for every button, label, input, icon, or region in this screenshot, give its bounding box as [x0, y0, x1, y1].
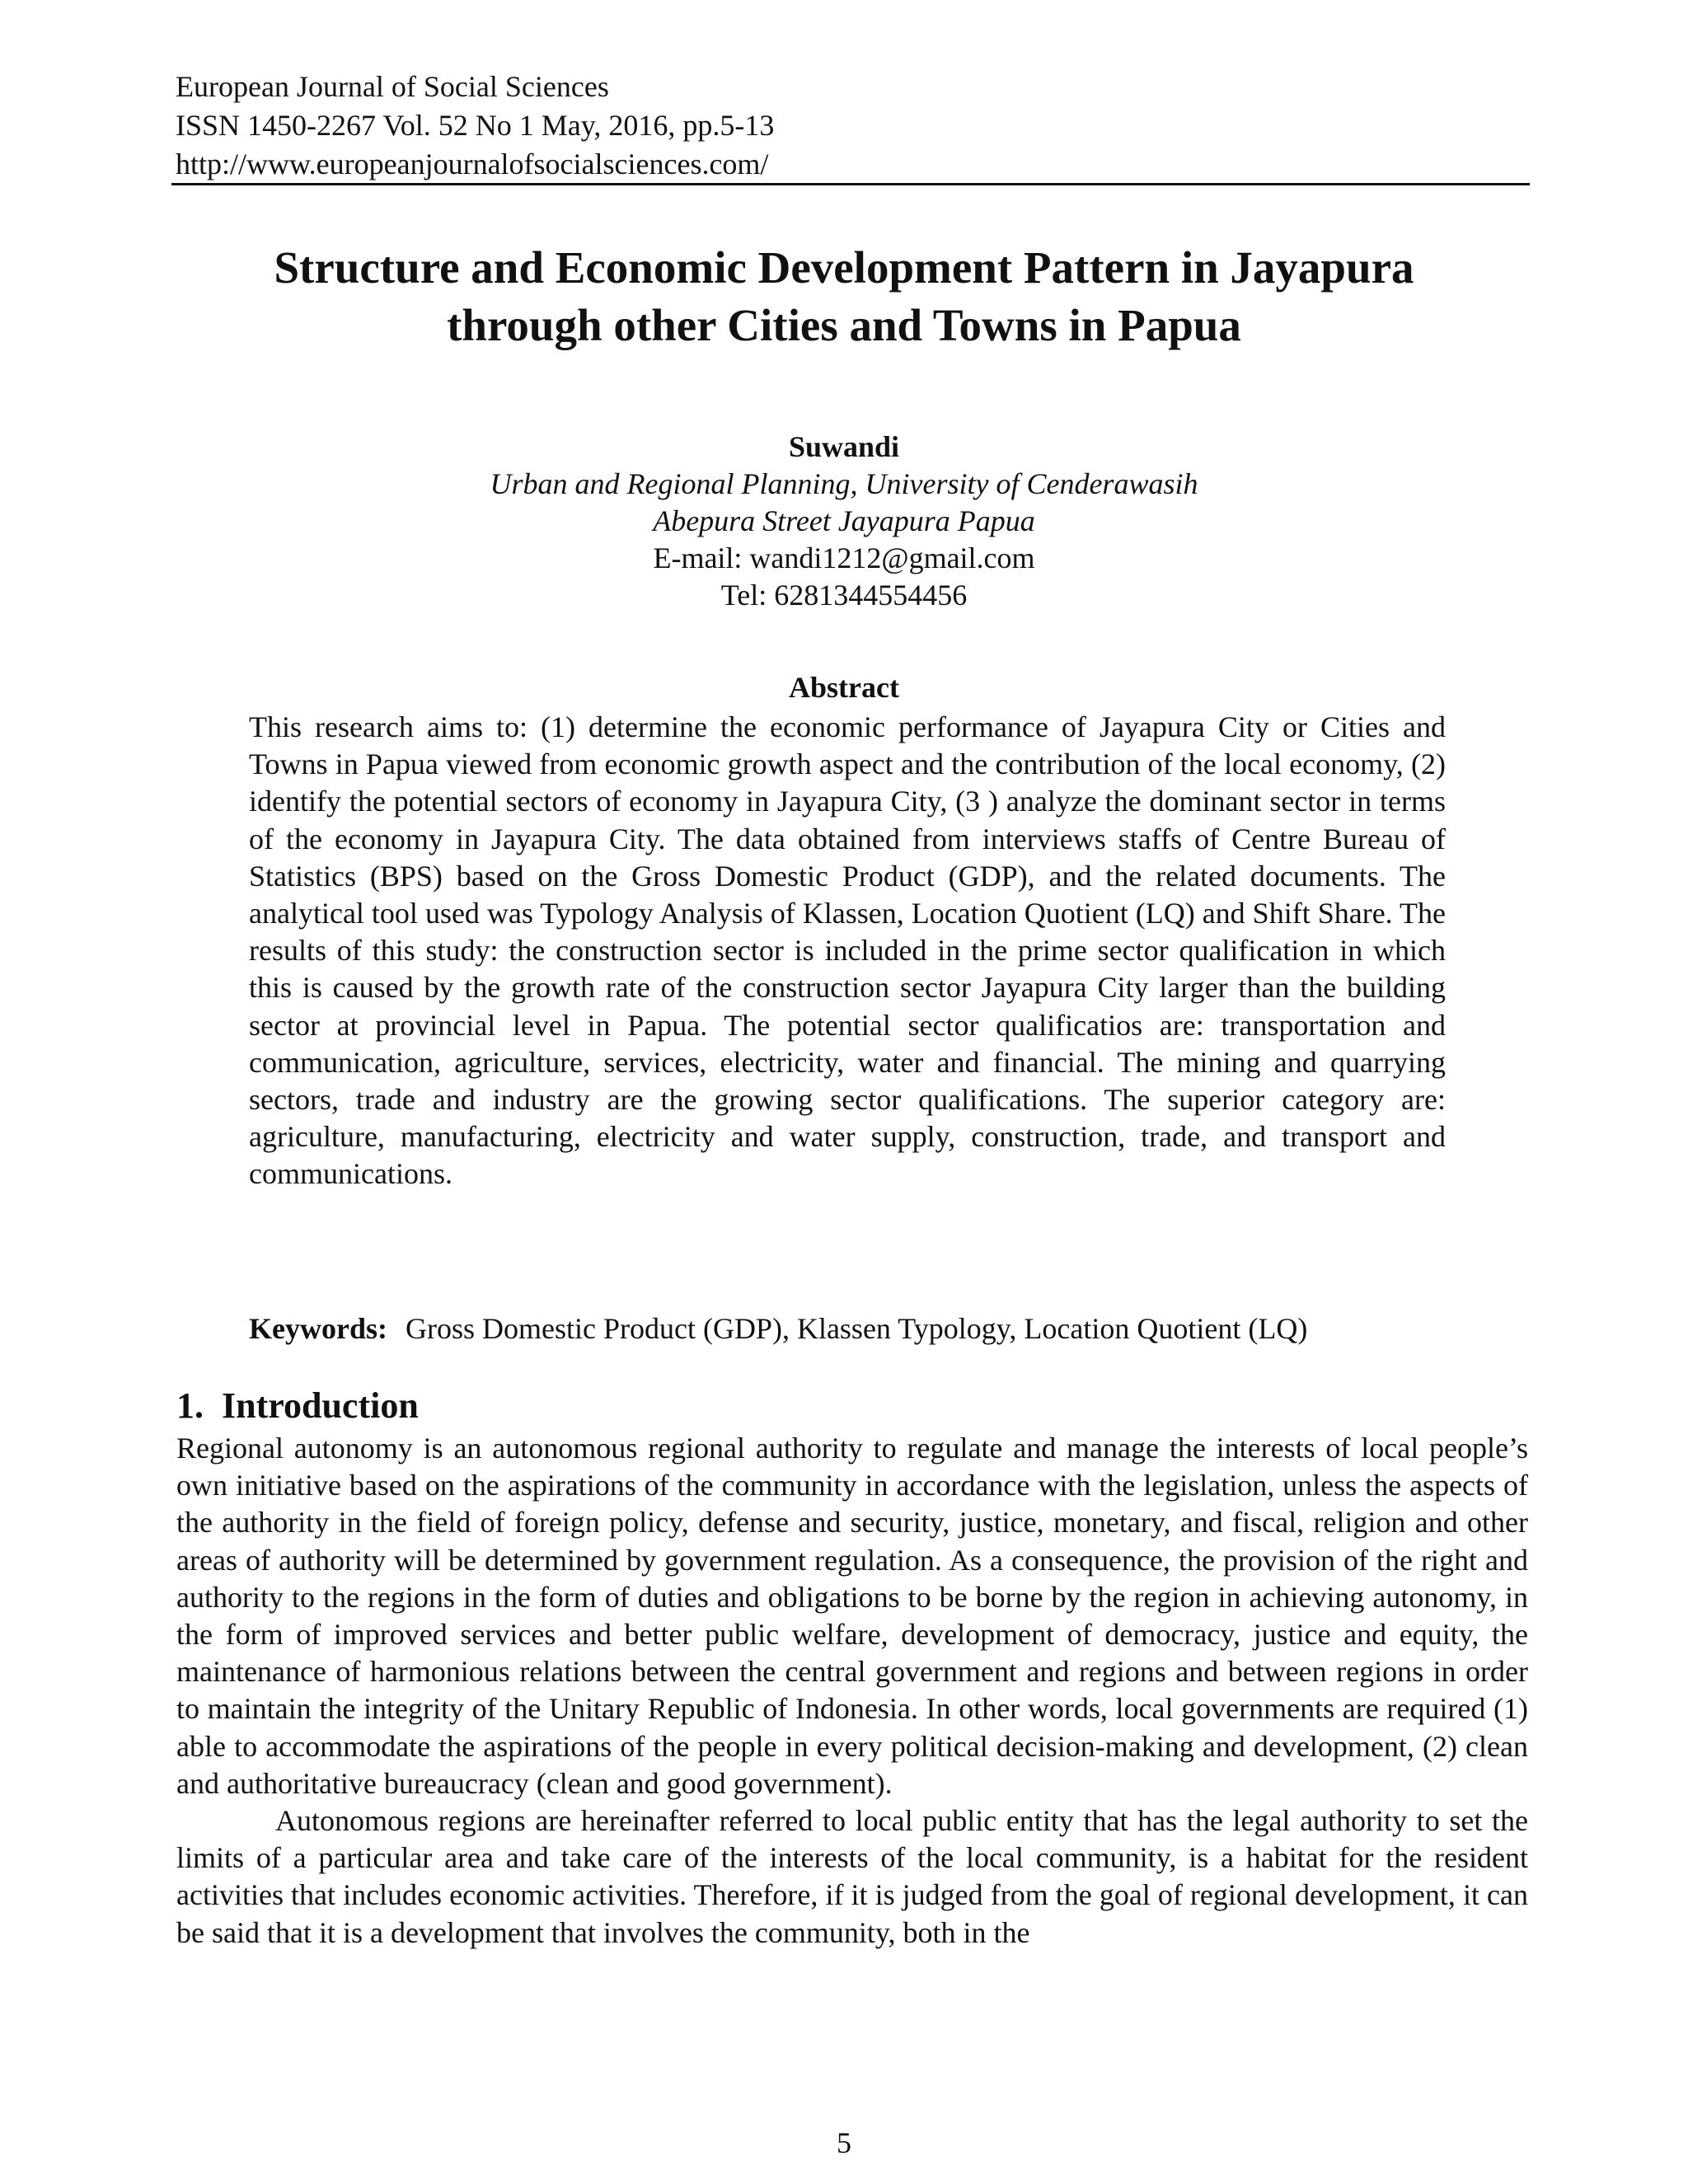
keywords-text: Gross Domestic Product (GDP), Klassen Typology, Location Quotient (LQ) — [405, 1312, 1308, 1345]
header-divider — [171, 183, 1530, 185]
introduction-paragraph-2: Autonomous regions are hereinafter referred to local public entity that has the legal authority to set the limits of a particular area and take care of the interests of the local community, is a habitat for the resident activities that includes economic activities. Therefore, if it is judged from the goal of regional development, it can be said that it is a development that involves the community, both in the — [176, 1804, 1528, 1949]
journal-name: European Journal of Social Sciences — [176, 70, 609, 103]
keywords — [249, 1310, 1485, 1347]
author-tel: Tel: 6281344554456 — [720, 579, 968, 612]
introduction-body — [176, 1430, 1528, 1952]
section-heading-introduction — [176, 1385, 419, 1427]
author-block — [165, 429, 1523, 614]
section-number: 1. — [176, 1385, 204, 1426]
title-line-1: Structure and Economic Development Pattern in Jayapura — [274, 242, 1414, 293]
abstract-heading: Abstract — [789, 671, 899, 704]
introduction-paragraph-1: Regional autonomy is an autonomous regional authority to regulate and manage the interests of local people’s own initiative based on the aspirations of the community in accordance with the legislation, unless the aspects of the authority in the field of foreign policy, defense and security, justice, monetary, and fiscal, religion and other areas of authority will be determined by government regulation. As a consequence, the provision of the right and authority to the regions in the form of duties and obligations to be borne by the region in achieving autonomy, in the form of improved services and better public welfare, development of democracy, justice and equity, the maintenance of harmonious relations between the central government and regions and between regions in order to maintain the integrity of the Unitary Republic of Indonesia. In other words, local governments are required (1) able to accommodate the aspirations of the people in every political decision-making and development, (2) clean and authoritative bureaucracy (clean and good government). — [176, 1432, 1528, 1800]
paper-title — [165, 239, 1523, 354]
abstract-text: This research aims to: (1) determine the economic performance of Jayapura City or Cities and Towns in Papua viewed from economic growth aspect and the contribution of the local economy, (2) identify the potential sectors of economy in Jayapura City, (3 ) analyze the dominant sector in terms of the economy in Jayapura City. The data obtained from interviews staffs of Centre Bureau of Statistics (BPS) based on the Gross Domestic Product (GDP), and the related documents. The analytical tool used was Typology Analysis of Klassen, Location Quotient (LQ) and Shift Share. The results of this study: the construction sector is included in the prime sector qualification in which this is caused by the growth rate of the construction sector Jayapura City larger than the building sector at provincial level in Papua. The potential sector qualificatios are: transportation and communication, agriculture, services, electricity, water and financial. The mining and quarrying sectors, trade and industry are the growing sector qualifications. The superior category are: agriculture, manufacturing, electricity and water supply, construction, trade, and transport and communications. — [249, 710, 1446, 1191]
keywords-label: Keywords: — [249, 1312, 387, 1345]
section-title: Introduction — [222, 1385, 419, 1426]
author-address: Abepura Street Jayapura Papua — [653, 504, 1035, 537]
journal-issue: ISSN 1450-2267 Vol. 52 No 1 May, 2016, pp.5-13 — [176, 109, 775, 142]
author-email: E-mail: wandi1212@gmail.com — [653, 541, 1035, 574]
author-name: Suwandi — [788, 430, 900, 463]
journal-header — [176, 68, 1527, 184]
page-number: 5 — [837, 2126, 851, 2159]
author-affiliation: Urban and Regional Planning, University of Cenderawasih — [490, 467, 1198, 500]
journal-url[interactable]: http://www.europeanjournalofsocialsciences.com/ — [176, 148, 769, 180]
title-line-2: through other Cities and Towns in Papua — [447, 300, 1241, 350]
